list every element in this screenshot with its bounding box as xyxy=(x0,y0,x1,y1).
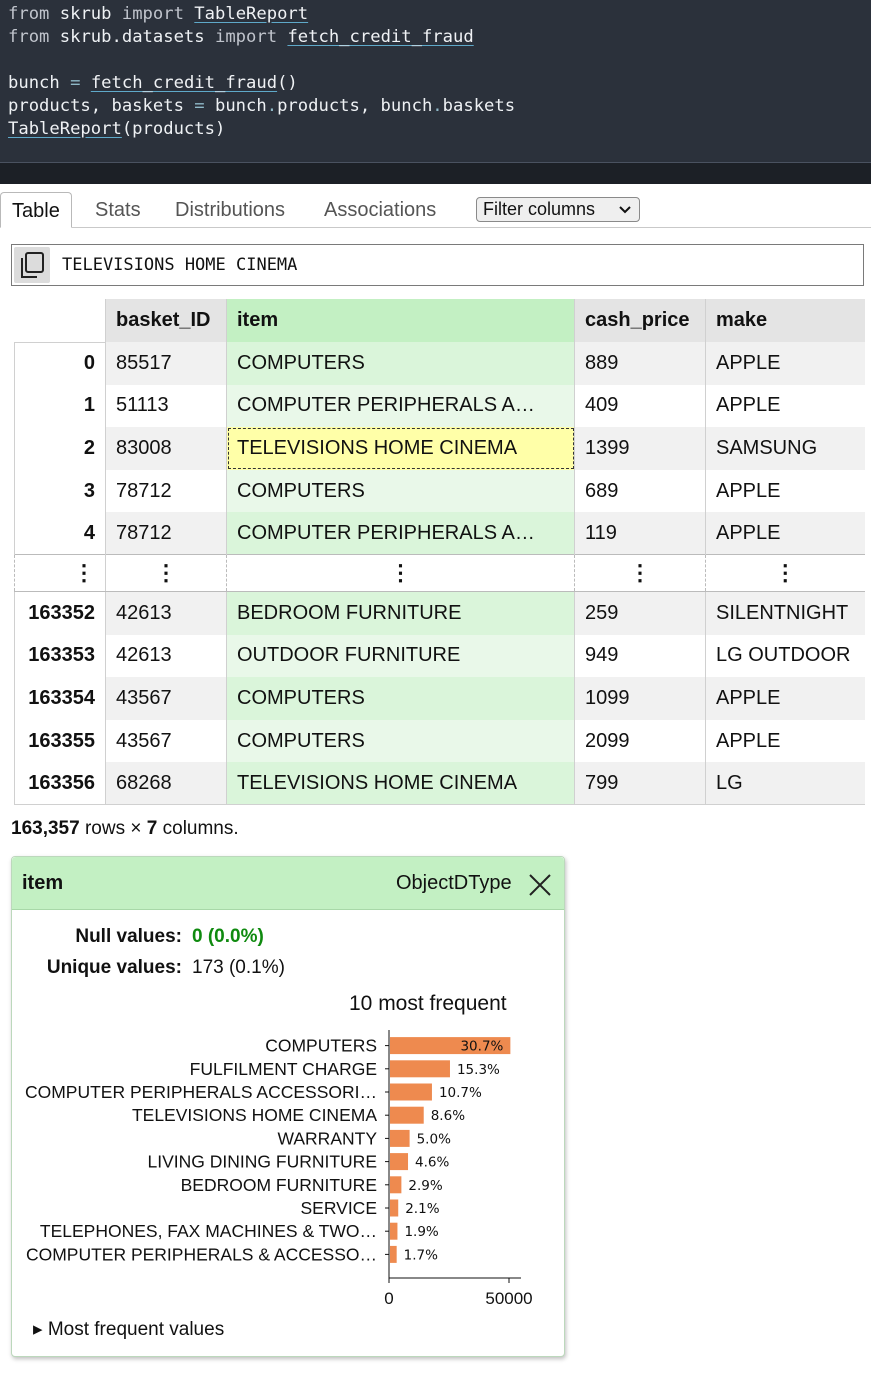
code-keyword: import xyxy=(121,4,184,24)
columns-word: columns. xyxy=(157,818,239,839)
cell-item[interactable]: TELEVISIONS HOME CINEMA xyxy=(227,762,575,805)
table-row xyxy=(15,470,865,513)
chevron-down-icon xyxy=(619,198,631,228)
bar-value-label: 5.0% xyxy=(416,1131,451,1148)
cell-make[interactable]: APPLE xyxy=(706,720,865,763)
cell-cash-price[interactable]: 2099 xyxy=(575,720,706,763)
card-dtype: ObjectDType xyxy=(396,872,512,894)
bar-value-label: 8.6% xyxy=(430,1108,466,1125)
report-tabbar xyxy=(0,184,871,228)
cell-basket-id[interactable]: 42613 xyxy=(106,592,227,635)
cell-item[interactable]: COMPUTERS xyxy=(227,470,575,513)
code-keyword: import xyxy=(214,27,278,47)
cell-item[interactable]: OUTDOOR FURNITURE xyxy=(227,635,575,678)
cell-basket-id[interactable]: 85517 xyxy=(106,342,227,385)
row-index: 163354 xyxy=(15,677,106,720)
category-label: LIVING DINING FURNITURE xyxy=(147,1151,377,1172)
bar xyxy=(390,1060,450,1077)
category-label: COMPUTER PERIPHERALS ACCESSORI… xyxy=(24,1082,377,1102)
vertical-ellipsis-icon: ⋮ xyxy=(706,555,865,592)
row-index: 163356 xyxy=(15,762,106,805)
filter-columns-select[interactable] xyxy=(476,197,640,222)
code-token: baskets xyxy=(442,96,516,116)
cell-make[interactable]: LG OUTDOOR xyxy=(706,635,865,678)
cell-cash-price[interactable]: 409 xyxy=(575,385,706,428)
vertical-ellipsis-icon: ⋮ xyxy=(227,555,575,592)
cell-cash-price[interactable]: 949 xyxy=(575,635,706,678)
code-operator: . xyxy=(432,96,443,116)
tab-associations[interactable]: Associations xyxy=(324,199,437,221)
cell-item[interactable]: COMPUTER PERIPHERALS A… xyxy=(227,512,575,555)
code-token xyxy=(277,27,287,47)
cell-basket-id[interactable]: 43567 xyxy=(106,677,227,720)
category-label: COMPUTER PERIPHERALS & ACCESSO… xyxy=(25,1244,377,1265)
table-row xyxy=(15,592,865,635)
cell-basket-id[interactable]: 43567 xyxy=(106,720,227,763)
bar xyxy=(390,1223,397,1240)
cell-item[interactable]: BEDROOM FURNITURE xyxy=(227,592,575,635)
vertical-ellipsis-icon: ⋮ xyxy=(15,555,106,592)
row-index: 2 xyxy=(15,427,106,470)
bar-value-label: 30.7% xyxy=(460,1038,504,1055)
x-tick-label: 50000 xyxy=(485,1289,533,1308)
category-label: SERVICE xyxy=(300,1198,377,1218)
cell-item[interactable]: COMPUTERS xyxy=(227,342,575,385)
code-operator: = xyxy=(70,73,81,93)
column-header-make[interactable]: make xyxy=(706,299,865,342)
table-row xyxy=(15,385,865,428)
ellipsis-row xyxy=(15,555,865,592)
cell-basket-id[interactable]: 68268 xyxy=(106,762,227,805)
cell-cash-price[interactable]: 799 xyxy=(575,762,706,805)
tab-table[interactable]: Table xyxy=(0,192,72,228)
close-button[interactable] xyxy=(529,874,551,896)
code-token: (products) xyxy=(121,119,226,139)
cell-make[interactable]: APPLE xyxy=(706,470,865,513)
card-header xyxy=(12,857,564,910)
column-header-cash-price[interactable]: cash_price xyxy=(575,299,706,342)
column-header-basket-id[interactable]: basket_ID xyxy=(106,299,227,342)
unique-values-value: 173 (0.1%) xyxy=(192,957,285,978)
cell-cash-price[interactable]: 259 xyxy=(575,592,706,635)
bar xyxy=(390,1176,401,1193)
code-token xyxy=(184,4,194,24)
cell-make[interactable]: APPLE xyxy=(706,512,865,555)
bar-value-label: 2.1% xyxy=(405,1201,440,1217)
bar xyxy=(390,1107,424,1124)
times-icon: × xyxy=(130,818,142,839)
cell-make[interactable]: LG xyxy=(706,762,865,805)
code-function-link[interactable]: fetch_credit_fraud xyxy=(287,27,474,47)
copy-button[interactable] xyxy=(14,247,50,283)
data-table xyxy=(14,299,865,805)
cell-make[interactable]: APPLE xyxy=(706,385,865,428)
tab-stats[interactable]: Stats xyxy=(95,199,141,221)
cell-cash-price[interactable]: 1099 xyxy=(575,677,706,720)
cell-item[interactable]: COMPUTERS xyxy=(227,677,575,720)
bar-value-label: 1.9% xyxy=(404,1224,439,1241)
row-index: 3 xyxy=(15,470,106,513)
cell-basket-id[interactable]: 83008 xyxy=(106,427,227,470)
table-row xyxy=(15,762,865,805)
code-operator: . xyxy=(266,96,278,116)
table-row xyxy=(15,342,865,385)
output-separator xyxy=(0,163,871,184)
null-values-value: 0 (0.0%) xyxy=(192,926,264,947)
code-token: bunch xyxy=(204,96,267,116)
code-line xyxy=(8,3,863,26)
code-token: skrub xyxy=(49,4,122,24)
cell-make[interactable]: SAMSUNG xyxy=(706,427,865,470)
cell-item[interactable]: COMPUTER PERIPHERALS A… xyxy=(227,385,575,428)
row-index: 163355 xyxy=(15,720,106,763)
table-row xyxy=(15,427,865,470)
cell-make[interactable]: SILENTNIGHT xyxy=(706,592,865,635)
x-tick-label: 0 xyxy=(384,1289,394,1308)
code-token: products, bunch xyxy=(277,96,433,116)
code-line xyxy=(8,49,863,72)
category-label: TELEPHONES, FAX MACHINES & TWO… xyxy=(39,1221,377,1242)
cell-cash-price[interactable]: 119 xyxy=(575,512,706,555)
code-token: bunch xyxy=(8,73,71,93)
row-count: 163,357 xyxy=(11,818,80,839)
row-index: 1 xyxy=(15,385,106,428)
row-index: 0 xyxy=(15,342,106,385)
bar xyxy=(390,1130,410,1147)
card-column-name: item xyxy=(22,872,64,894)
bar-value-label: 10.7% xyxy=(438,1085,482,1101)
cell-basket-id[interactable]: 78712 xyxy=(106,512,227,555)
cell-preview-bar xyxy=(11,244,864,286)
code-keyword: from xyxy=(8,4,50,24)
cell-cash-price[interactable]: 1399 xyxy=(575,427,706,470)
vertical-ellipsis-icon: ⋮ xyxy=(575,555,706,592)
most-frequent-values-toggle[interactable]: ▸ Most frequent values xyxy=(33,1319,225,1340)
category-label: WARRANTY xyxy=(277,1128,377,1149)
cell-item[interactable]: COMPUTERS xyxy=(227,720,575,763)
code-operator: = xyxy=(194,96,205,116)
code-line xyxy=(8,26,863,49)
cell-make[interactable]: APPLE xyxy=(706,677,865,720)
most-frequent-chart xyxy=(12,1022,542,1312)
column-header-item[interactable]: item xyxy=(227,299,575,342)
table-row xyxy=(15,720,865,763)
cell-cash-price[interactable]: 889 xyxy=(575,342,706,385)
row-index: 4 xyxy=(15,512,106,555)
bar xyxy=(390,1246,397,1263)
header-row xyxy=(15,299,865,342)
code-keyword: from xyxy=(8,27,50,47)
bar-value-label: 4.6% xyxy=(415,1154,450,1171)
cell-basket-id[interactable]: 51113 xyxy=(106,385,227,428)
code-token: () xyxy=(277,73,298,93)
code-line xyxy=(8,72,863,95)
category-label: FULFILMENT CHARGE xyxy=(189,1058,377,1079)
code-function-link[interactable]: fetch_credit_fraud xyxy=(90,73,278,93)
table-row xyxy=(15,512,865,555)
table-row xyxy=(15,635,865,678)
bar-value-label: 2.9% xyxy=(408,1177,443,1194)
row-index: 163352 xyxy=(15,592,106,635)
unique-values-label: Unique values: xyxy=(46,957,182,978)
cell-item[interactable]: TELEVISIONS HOME CINEMA xyxy=(227,427,575,470)
table-row xyxy=(15,677,865,720)
bar xyxy=(390,1200,398,1217)
code-line xyxy=(8,95,863,118)
cell-cash-price[interactable]: 689 xyxy=(575,470,706,513)
filter-columns-label: Filter columns xyxy=(483,199,596,219)
tab-distributions[interactable]: Distributions xyxy=(175,199,286,221)
code-function-link[interactable]: TableReport xyxy=(194,4,309,24)
bar xyxy=(390,1153,408,1170)
cell-basket-id[interactable]: 42613 xyxy=(106,635,227,678)
cell-make[interactable]: APPLE xyxy=(706,342,865,385)
index-header xyxy=(15,299,106,342)
column-count: 7 xyxy=(146,818,158,839)
code-line xyxy=(8,118,863,141)
vertical-ellipsis-icon: ⋮ xyxy=(106,555,227,592)
cell-preview-value[interactable]: TELEVISIONS HOME CINEMA xyxy=(62,255,298,275)
code-token: products, baskets xyxy=(8,96,195,116)
close-icon xyxy=(529,874,551,896)
bar-value-label: 15.3% xyxy=(456,1061,500,1078)
category-label: TELEVISIONS HOME CINEMA xyxy=(131,1105,377,1126)
bar xyxy=(390,1084,432,1101)
category-label: COMPUTERS xyxy=(265,1035,377,1056)
code-token xyxy=(80,73,90,93)
row-index: 163353 xyxy=(15,635,106,678)
copy-icon xyxy=(14,247,50,283)
code-function-link[interactable]: TableReport xyxy=(8,119,122,139)
table-shape-summary xyxy=(11,818,239,840)
chart-title: 10 most frequent xyxy=(349,992,507,1015)
code-cell[interactable] xyxy=(0,0,871,162)
category-label: BEDROOM FURNITURE xyxy=(180,1174,377,1195)
bar-value-label: 1.7% xyxy=(403,1247,438,1264)
null-values-label: Null values: xyxy=(75,926,182,947)
rows-word: rows xyxy=(79,818,131,839)
code-token: skrub.datasets xyxy=(49,27,215,47)
cell-basket-id[interactable]: 78712 xyxy=(106,470,227,513)
